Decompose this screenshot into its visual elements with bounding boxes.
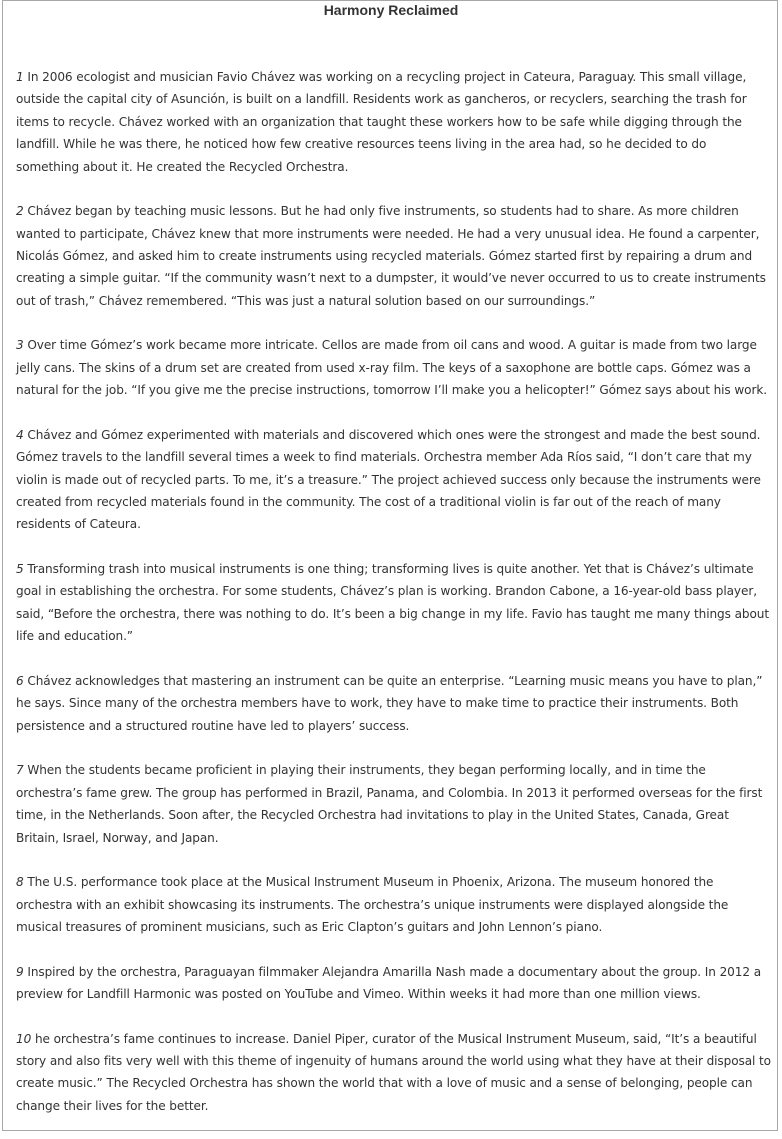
paragraph-5 — [16, 558, 772, 648]
paragraph-1 — [16, 66, 772, 178]
paragraph-text: Chávez and Gómez experimented with materials and discovered which ones were the strongest and made the best sound. Gómez travels to the landfill several times a week to find materials. Orchestra member Ada Ríos said, “I don’t care that my violin is made out of recycled parts. To me, it’s a treasure.” The project achieved success only because the instruments were created from recycled materials found in the community. The cost of a traditional violin is far out of the reach of many residents of Cateura. — [16, 427, 761, 532]
paragraph-number: 1 — [16, 70, 24, 84]
paragraph-text: The U.S. performance took place at the Musical Instrument Museum in Phoenix, Arizona. The museum honored the orchestra with an exhibit showcasing its instruments. The orchestra’s unique instruments were displayed alongside the musical treasures of prominent musicians, such as Eric Clapton’s guitars and John Lennon’s piano. — [16, 875, 729, 934]
paragraph-number: 4 — [16, 427, 24, 442]
paragraph-6 — [16, 670, 772, 737]
paragraph-number: 6 — [16, 673, 24, 688]
paragraph-3 — [16, 334, 772, 401]
paragraph-7 — [16, 759, 772, 849]
paragraph-number: 5 — [16, 562, 24, 577]
paragraph-number: 3 — [16, 338, 24, 353]
paragraph-text: Chávez acknowledges that mastering an instrument can be quite an enterprise. “Learning music means you have to plan,” he says. Since many of the orchestra members have to work, they have to make time to practice their instruments. Both persistence and a structured routine have led to players’ success. — [16, 673, 763, 733]
paragraph-number: 9 — [16, 964, 24, 979]
paragraph-text: Chávez began by teaching music lessons. But he had only five instruments, so students had to share. As more children wanted to participate, Chávez knew that more instruments were needed. He had a very unusual idea. He found a carpenter, Nicolás Gómez, and asked him to create instruments using recycled materials. Gómez started first by repairing a drum and creating a simple guitar. “If the community wasn’t next to a dumpster, it would’ve never occurred to us to create instruments out of trash,” Chávez remembered. “This was just a natural solution based on our surroundings.” — [16, 204, 766, 308]
page-title: Harmony Reclaimed — [323, 2, 459, 18]
paragraph-2 — [16, 200, 772, 312]
paragraph-number: 10 — [16, 1031, 32, 1046]
paragraph-text: Transforming trash into musical instruments is one thing; transforming lives is quite another. Yet that is Chávez’s ultimate goal in establishing the orchestra. For some students, Chávez’s plan is working. Brandon Cabone, a 16-year-old bass player, said, “Before the orchestra, there was nothing to do. It’s been a big change in my life. Favio has taught me many things about life and education.” — [16, 562, 769, 644]
paragraph-number: 2 — [16, 204, 24, 219]
paragraph-text: Inspired by the orchestra, Paraguayan filmmaker Alejandra Amarilla Nash made a documentary about the group. In 2012 a preview for Landfill Harmonic was posted on YouTube and Vimeo. Within weeks it had more than one million views. — [16, 964, 762, 1001]
paragraph-text: When the students became proficient in playing their instruments, they began performing locally, and in time the orchestra’s fame grew. The group has performed in Brazil, Panama, and Colombia. In 2013 it performed overseas for the first time, in the Netherlands. Soon after, the Recycled Orchestra had invitations to play in the United States, Canada, Great Britain, Israel, Norway, and Japan. — [16, 763, 763, 845]
paragraph-text: Over time Gómez’s work became more intricate. Cellos are made from oil cans and wood. A guitar is made from two large jelly cans. The skins of a drum set are created from used x-ray film. The keys of a saxophone are bottle caps. Gómez was a natural for the job. “If you give me the precise instructions, tomorrow I’ll make you a helicopter!” Gómez says about his work. — [16, 338, 767, 398]
paragraph-number: 7 — [16, 763, 24, 778]
paragraph-4 — [16, 424, 772, 536]
article-body — [16, 66, 772, 1139]
paragraph-9 — [16, 961, 772, 1006]
paragraph-10 — [16, 1028, 772, 1118]
paragraph-number: 8 — [16, 875, 24, 890]
paragraph-text: he orchestra’s fame continues to increase. Daniel Piper, curator of the Musical Instrument Museum, said, “It’s a beautiful story and also fits very well with this theme of ingenuity of humans around the world using what they have at their disposal to create music.” The Recycled Orchestra has shown the world that with a love of music and a sense of belonging, people can change their lives for the better. — [16, 1031, 771, 1113]
paragraph-8 — [16, 871, 772, 938]
paragraph-text: In 2006 ecologist and musician Favio Chávez was working on a recycling project in Cateura, Paraguay. This small village, outside the capital city of Asunción, is built on a landfill. Residents work as gancheros, or recyclers, searching the trash for items to recycle. Chávez worked with an organization that taught these workers how to be safe while digging through the landfill. While he was there, he noticed how few creative resources teens living in the area had, so he decided to do something about it. He created the Recycled Orchestra. — [16, 70, 747, 174]
